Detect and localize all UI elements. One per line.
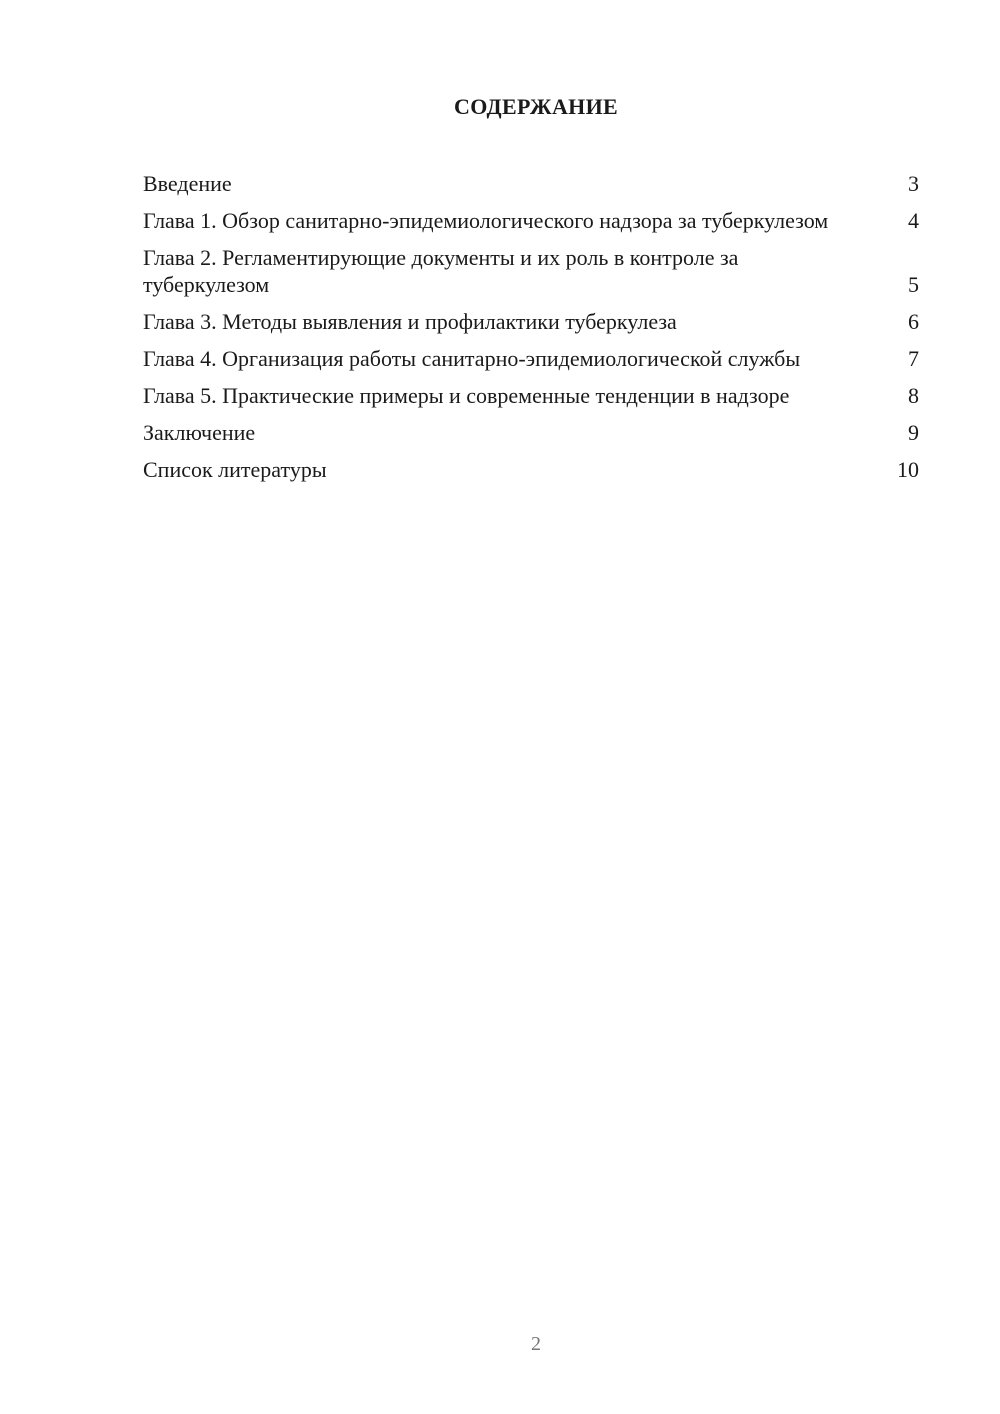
toc-entry-text: Глава 2. Регламентирующие документы и их роль в контроле за туберкулезом (143, 245, 739, 297)
toc-entry-text: Глава 1. Обзор санитарно-эпидемиологического надзора за туберкулезом (143, 208, 829, 233)
table-of-contents (143, 170, 919, 493)
toc-entry-chapter-5 (143, 382, 919, 409)
toc-entry-text: Список литературы (143, 457, 327, 482)
toc-entry-text: Введение (143, 171, 232, 196)
toc-entry-conclusion (143, 419, 919, 446)
toc-entry-page: 9 (908, 420, 919, 445)
toc-entry-introduction (143, 170, 919, 197)
toc-entry-page: 7 (908, 346, 919, 371)
toc-entry-page: 5 (908, 272, 919, 297)
toc-entry-text: Заключение (143, 420, 256, 445)
toc-entry-text: Глава 3. Методы выявления и профилактики туберкулеза (143, 309, 677, 334)
toc-entry-text: Глава 5. Практические примеры и современные тенденции в надзоре (143, 383, 790, 408)
page-number: 2 (531, 1333, 541, 1355)
toc-entry-page: 8 (908, 383, 919, 408)
toc-title: СОДЕРЖАНИЕ (454, 94, 618, 119)
toc-entry-chapter-2 (143, 244, 919, 298)
toc-entry-chapter-3 (143, 308, 919, 335)
toc-entry-chapter-1 (143, 207, 919, 234)
toc-entry-page: 4 (908, 208, 919, 233)
toc-entry-bibliography (143, 456, 919, 483)
toc-entry-page: 3 (908, 171, 919, 196)
toc-entry-page: 6 (908, 309, 919, 334)
toc-entry-chapter-4 (143, 345, 919, 372)
toc-entry-text: Глава 4. Организация работы санитарно-эпидемиологической службы (143, 346, 801, 371)
toc-entry-page: 10 (897, 457, 919, 482)
